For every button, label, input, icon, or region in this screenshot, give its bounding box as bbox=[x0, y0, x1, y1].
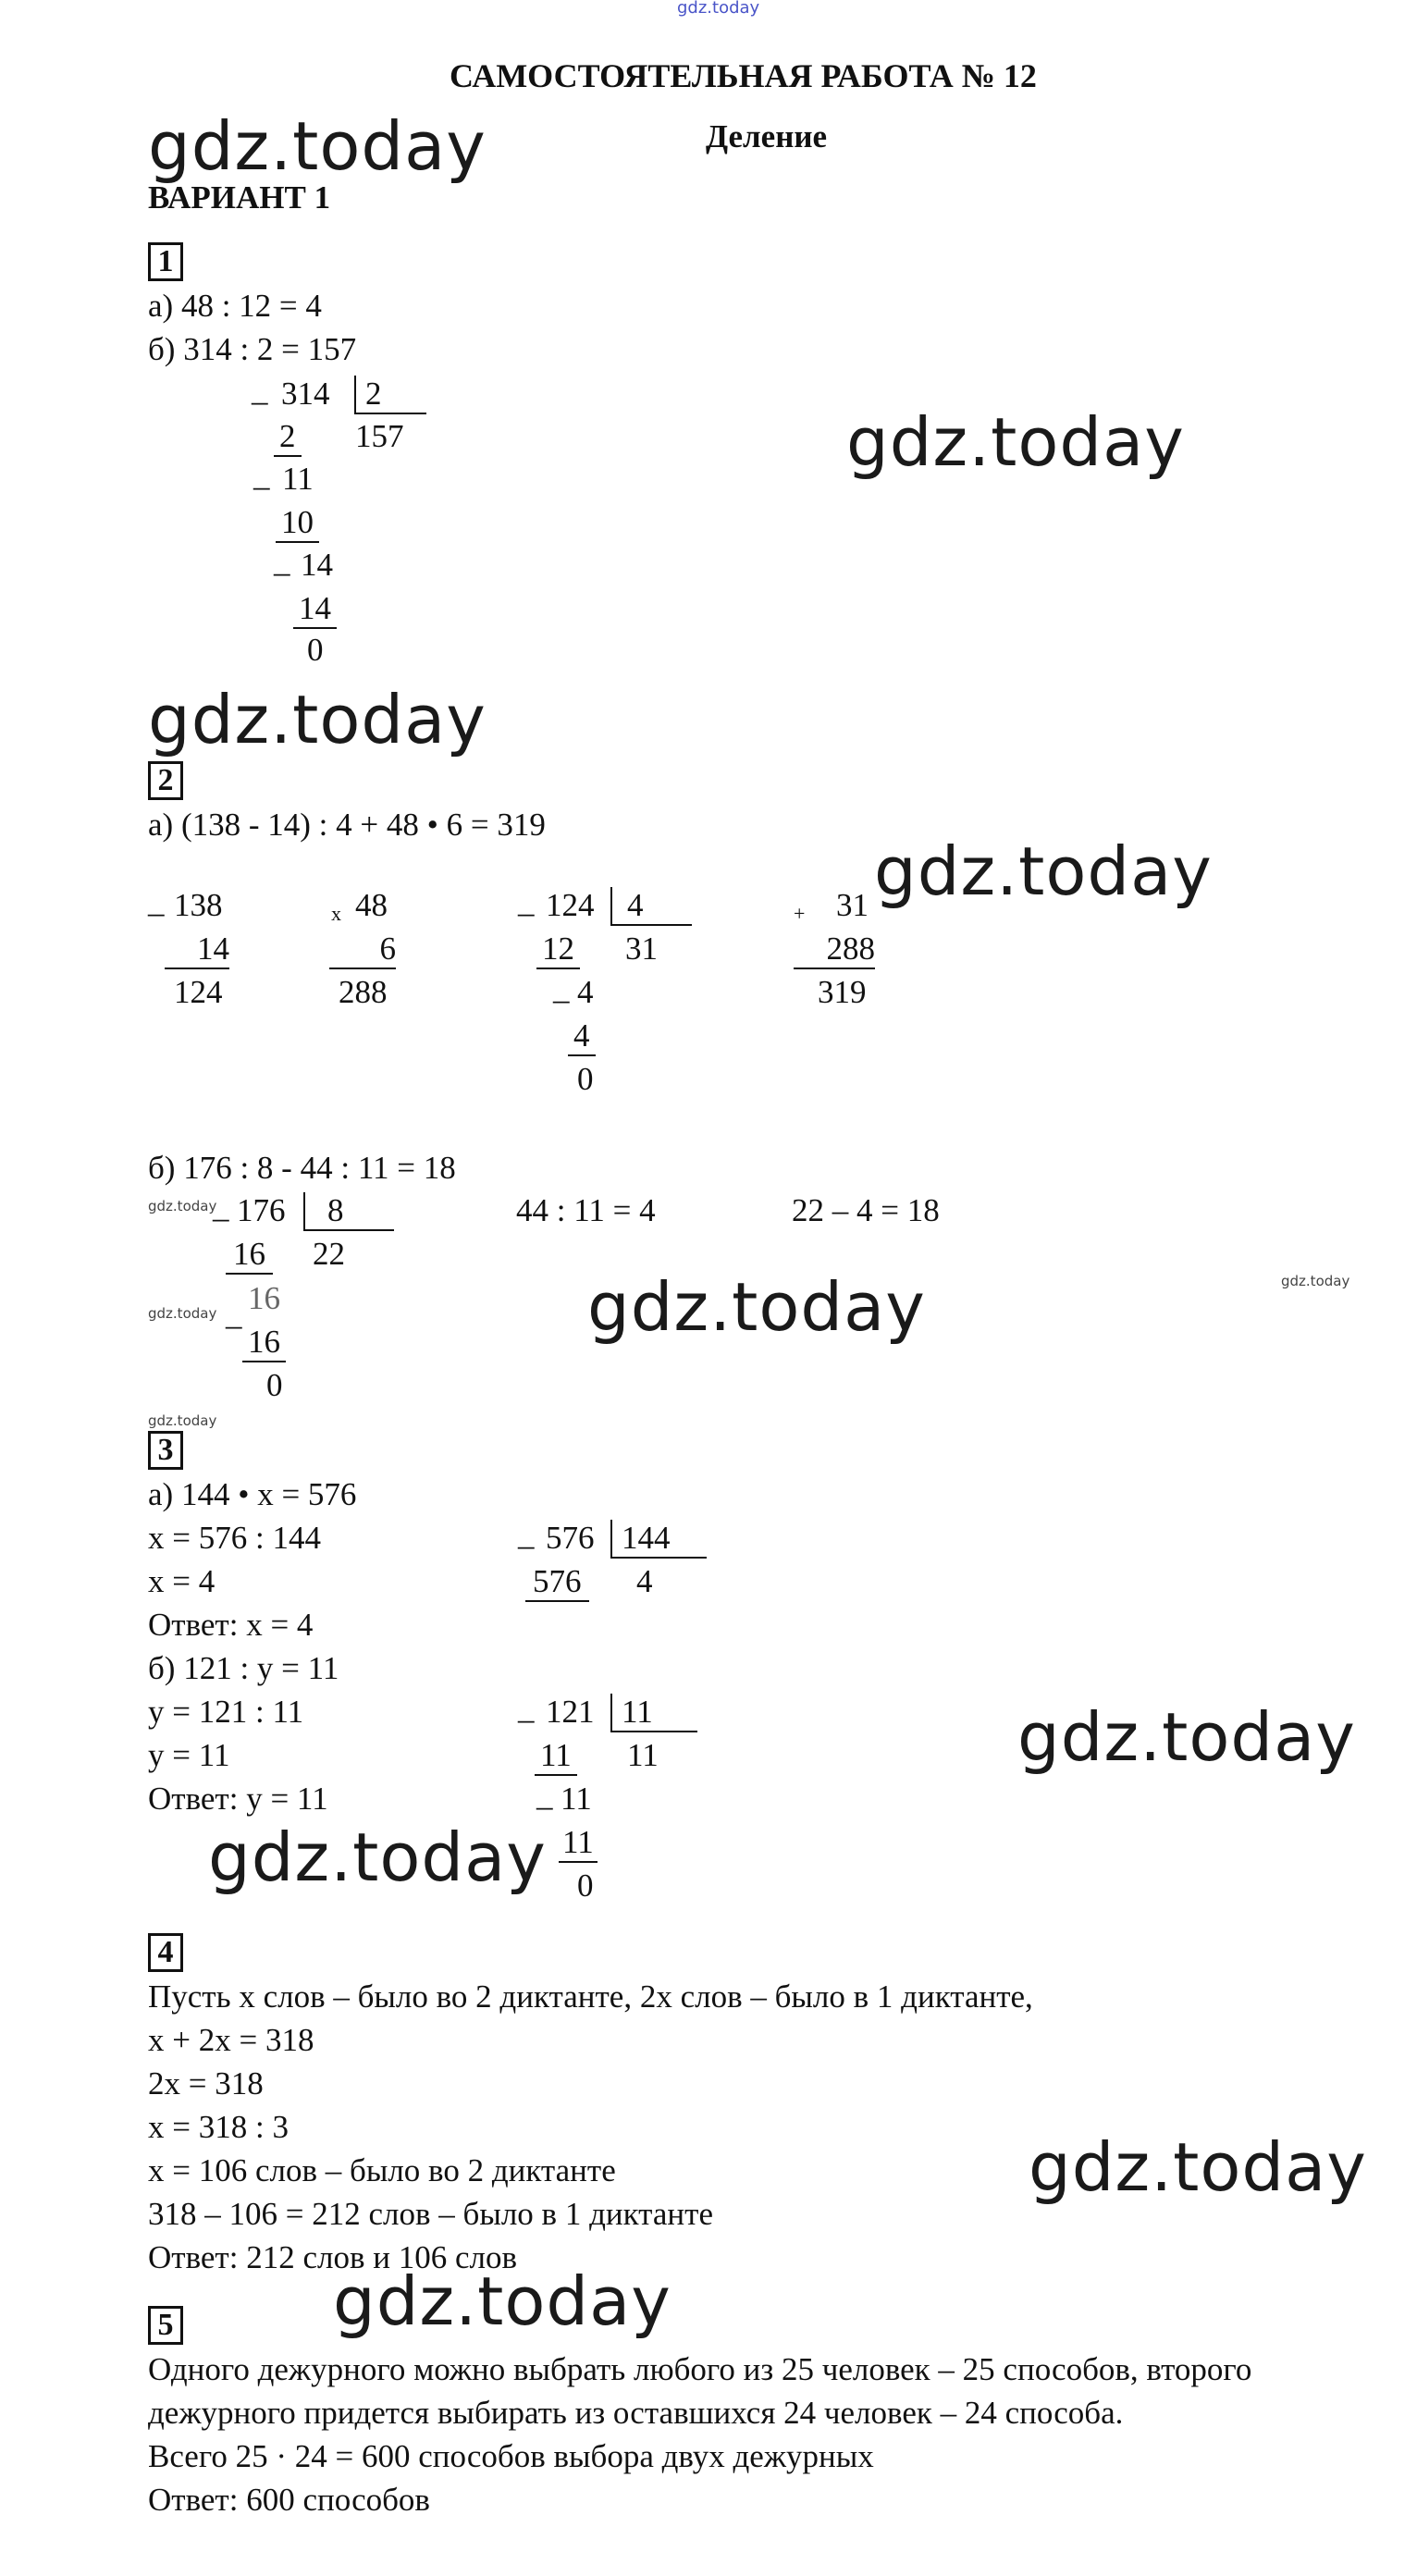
watermark: gdz.today bbox=[1029, 2128, 1367, 2206]
task-number-3: 3 bbox=[148, 1431, 183, 1470]
watermark: gdz.today bbox=[846, 403, 1185, 481]
watermark: gdz.today bbox=[333, 2262, 672, 2340]
task5-line2: дежурного придется выбирать из оставшихся 24 человек – 24 способа. bbox=[148, 2395, 1124, 2431]
task4-line2: x + 2x = 318 bbox=[148, 2022, 314, 2058]
task5-line1: Одного дежурного можно выбрать любого из 25 человек – 25 способов, второго bbox=[148, 2351, 1252, 2387]
watermark: gdz.today bbox=[148, 681, 487, 758]
task3-b-step2: y = 11 bbox=[148, 1737, 230, 1773]
variant-heading: ВАРИАНТ 1 bbox=[148, 179, 331, 216]
task5-answer: Ответ: 600 способов bbox=[148, 2482, 430, 2518]
task3-b-step1: y = 121 : 11 bbox=[148, 1694, 304, 1730]
task5-line3: Всего 25 · 24 = 600 способов выбора двух дежурных bbox=[148, 2438, 874, 2474]
task3-a-step2: x = 4 bbox=[148, 1563, 216, 1599]
task4-line1: Пусть x слов – было во 2 диктанте, 2x слов – было в 1 диктанте, bbox=[148, 1978, 1033, 2015]
task4-line4: x = 318 : 3 bbox=[148, 2109, 289, 2145]
task-number-2: 2 bbox=[148, 761, 183, 800]
watermark: gdz.today bbox=[148, 107, 487, 185]
task4-line5: x = 106 слов – было во 2 диктанте bbox=[148, 2152, 616, 2188]
page-title: САМОСТОЯТЕЛЬНАЯ РАБОТА № 12 bbox=[450, 57, 1037, 94]
task3-a-step1: x = 576 : 144 bbox=[148, 1520, 321, 1556]
task3-b-equation: б) 121 : y = 11 bbox=[148, 1650, 339, 1686]
task-number-4: 4 bbox=[148, 1933, 183, 1972]
watermark-top: gdz.today bbox=[677, 0, 760, 18]
watermark: gdz.today bbox=[1281, 1273, 1350, 1289]
task2-b: б) 176 : 8 - 44 : 11 = 18 bbox=[148, 1150, 456, 1186]
task2-b-step3: 22 – 4 = 18 bbox=[792, 1192, 940, 1228]
watermark: gdz.today bbox=[208, 1818, 547, 1896]
task3-b-answer: Ответ: y = 11 bbox=[148, 1781, 328, 1817]
watermark: gdz.today bbox=[148, 1412, 217, 1429]
watermark: gdz.today bbox=[874, 832, 1213, 910]
page-subtitle: Деление bbox=[706, 118, 828, 154]
task2-a: а) (138 - 14) : 4 + 48 • 6 = 319 bbox=[148, 807, 546, 843]
task2-b-step2: 44 : 11 = 4 bbox=[516, 1192, 656, 1228]
task-number-5: 5 bbox=[148, 2306, 183, 2345]
task3-a-answer: Ответ: x = 4 bbox=[148, 1607, 314, 1643]
task1-a: а) 48 : 12 = 4 bbox=[148, 288, 322, 324]
task4-answer: Ответ: 212 слов и 106 слов bbox=[148, 2239, 517, 2275]
task3-a-equation: а) 144 • x = 576 bbox=[148, 1476, 357, 1512]
task4-line6: 318 – 106 = 212 слов – было в 1 диктанте bbox=[148, 2196, 713, 2232]
watermark: gdz.today bbox=[587, 1268, 926, 1346]
task-number-1: 1 bbox=[148, 242, 183, 281]
task1-b: б) 314 : 2 = 157 bbox=[148, 331, 357, 367]
watermark: gdz.today bbox=[1017, 1698, 1356, 1776]
task4-line3: 2x = 318 bbox=[148, 2065, 264, 2101]
